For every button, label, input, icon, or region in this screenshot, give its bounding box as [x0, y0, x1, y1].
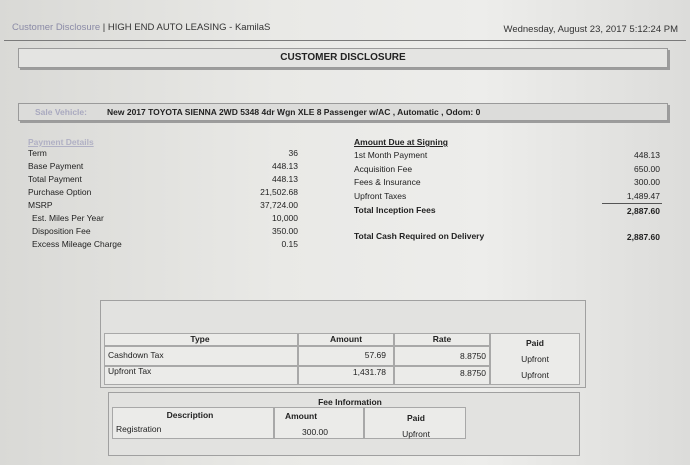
payment-label-purchase-option: Purchase Option [28, 187, 92, 197]
fee-col-paid: Paid [407, 413, 425, 423]
fee-col-amount: Amount [284, 411, 318, 421]
due-value-acquisition: 650.00 [634, 164, 660, 174]
payment-value-total: 448.13 [272, 174, 298, 184]
payment-details-heading: Payment Details [28, 137, 94, 147]
due-label-first-month: 1st Month Payment [354, 150, 428, 160]
fee-row-1-description: Registration [116, 424, 162, 434]
payment-value-miles: 10,000 [272, 213, 298, 223]
dealer-title: HIGH END AUTO LEASING - KamilaS [107, 22, 271, 33]
amount-due-heading: Amount Due at Signing [354, 137, 448, 147]
tax-row-1-paid: Upfront [521, 354, 549, 364]
payment-label-base: Base Payment [28, 161, 84, 171]
payment-label-excess-mileage: Excess Mileage Charge [32, 239, 122, 249]
tax-row-1-rate: 8.8750 [460, 351, 486, 361]
total-cash-label: Total Cash Required on Delivery [354, 231, 485, 241]
payment-value-base: 448.13 [272, 161, 298, 171]
tax-row-2-type: Upfront Tax [108, 366, 152, 376]
header-datetime: Wednesday, August 23, 2017 5:12:24 PM [503, 24, 678, 35]
due-value-upfront-taxes: 1,489.47 [626, 191, 660, 201]
tax-col-type: Type [190, 334, 210, 344]
payment-value-term: 36 [288, 148, 298, 158]
fee-col-description: Description [166, 410, 214, 420]
payment-label-miles: Est. Miles Per Year [32, 213, 104, 223]
fee-row-1-paid: Upfront [402, 429, 430, 439]
payment-label-disposition: Disposition Fee [32, 226, 91, 236]
tax-col-rate: Rate [432, 334, 452, 344]
tax-col-amount: Amount [329, 334, 363, 344]
vehicle-description: New 2017 TOYOTA SIENNA 2WD 5348 4dr Wgn XLE 8 Passenger w/AC , Automatic , Odom: 0 [107, 107, 481, 117]
payment-label-msrp: MSRP [28, 200, 53, 210]
header-title [12, 22, 270, 33]
due-label-total-inception: Total Inception Fees [354, 205, 436, 215]
section-title-box [18, 48, 668, 68]
due-label-acquisition: Acquisition Fee [354, 164, 413, 174]
vehicle-box [18, 103, 668, 121]
due-value-total-inception: 2,887.60 [626, 206, 660, 216]
tax-row-1-amount: 57.69 [364, 350, 386, 360]
fee-row-1-amount: 300.00 [302, 427, 328, 437]
subtotal-divider [602, 203, 662, 204]
due-value-first-month: 448.13 [634, 150, 660, 160]
due-label-fees-insurance: Fees & Insurance [354, 177, 421, 187]
payment-value-excess-mileage: 0.15 [281, 239, 298, 249]
tax-row-2-paid: Upfront [521, 370, 549, 380]
vehicle-label: Sale Vehicle: [35, 107, 87, 117]
fee-info-heading: Fee Information [318, 397, 382, 407]
app-name: Customer Disclosure [12, 22, 101, 33]
tax-col-paid: Paid [526, 338, 544, 348]
payment-label-total: Total Payment [28, 174, 82, 184]
header-separator: | [100, 22, 108, 33]
payment-value-disposition: 350.00 [272, 226, 298, 236]
due-label-upfront-taxes: Upfront Taxes [354, 191, 407, 201]
tax-row-2-amount: 1,431.78 [352, 367, 386, 377]
tax-row-1-type: Cashdown Tax [108, 350, 164, 360]
header-bar [4, 14, 686, 41]
payment-value-msrp: 37,724.00 [260, 200, 298, 210]
due-value-fees-insurance: 300.00 [634, 177, 660, 187]
tax-row-2-rate: 8.8750 [460, 368, 486, 378]
section-title: CUSTOMER DISCLOSURE [280, 52, 406, 63]
payment-value-purchase-option: 21,502.68 [260, 187, 298, 197]
total-cash-value: 2,887.60 [626, 232, 660, 242]
payment-label-term: Term [28, 148, 47, 158]
